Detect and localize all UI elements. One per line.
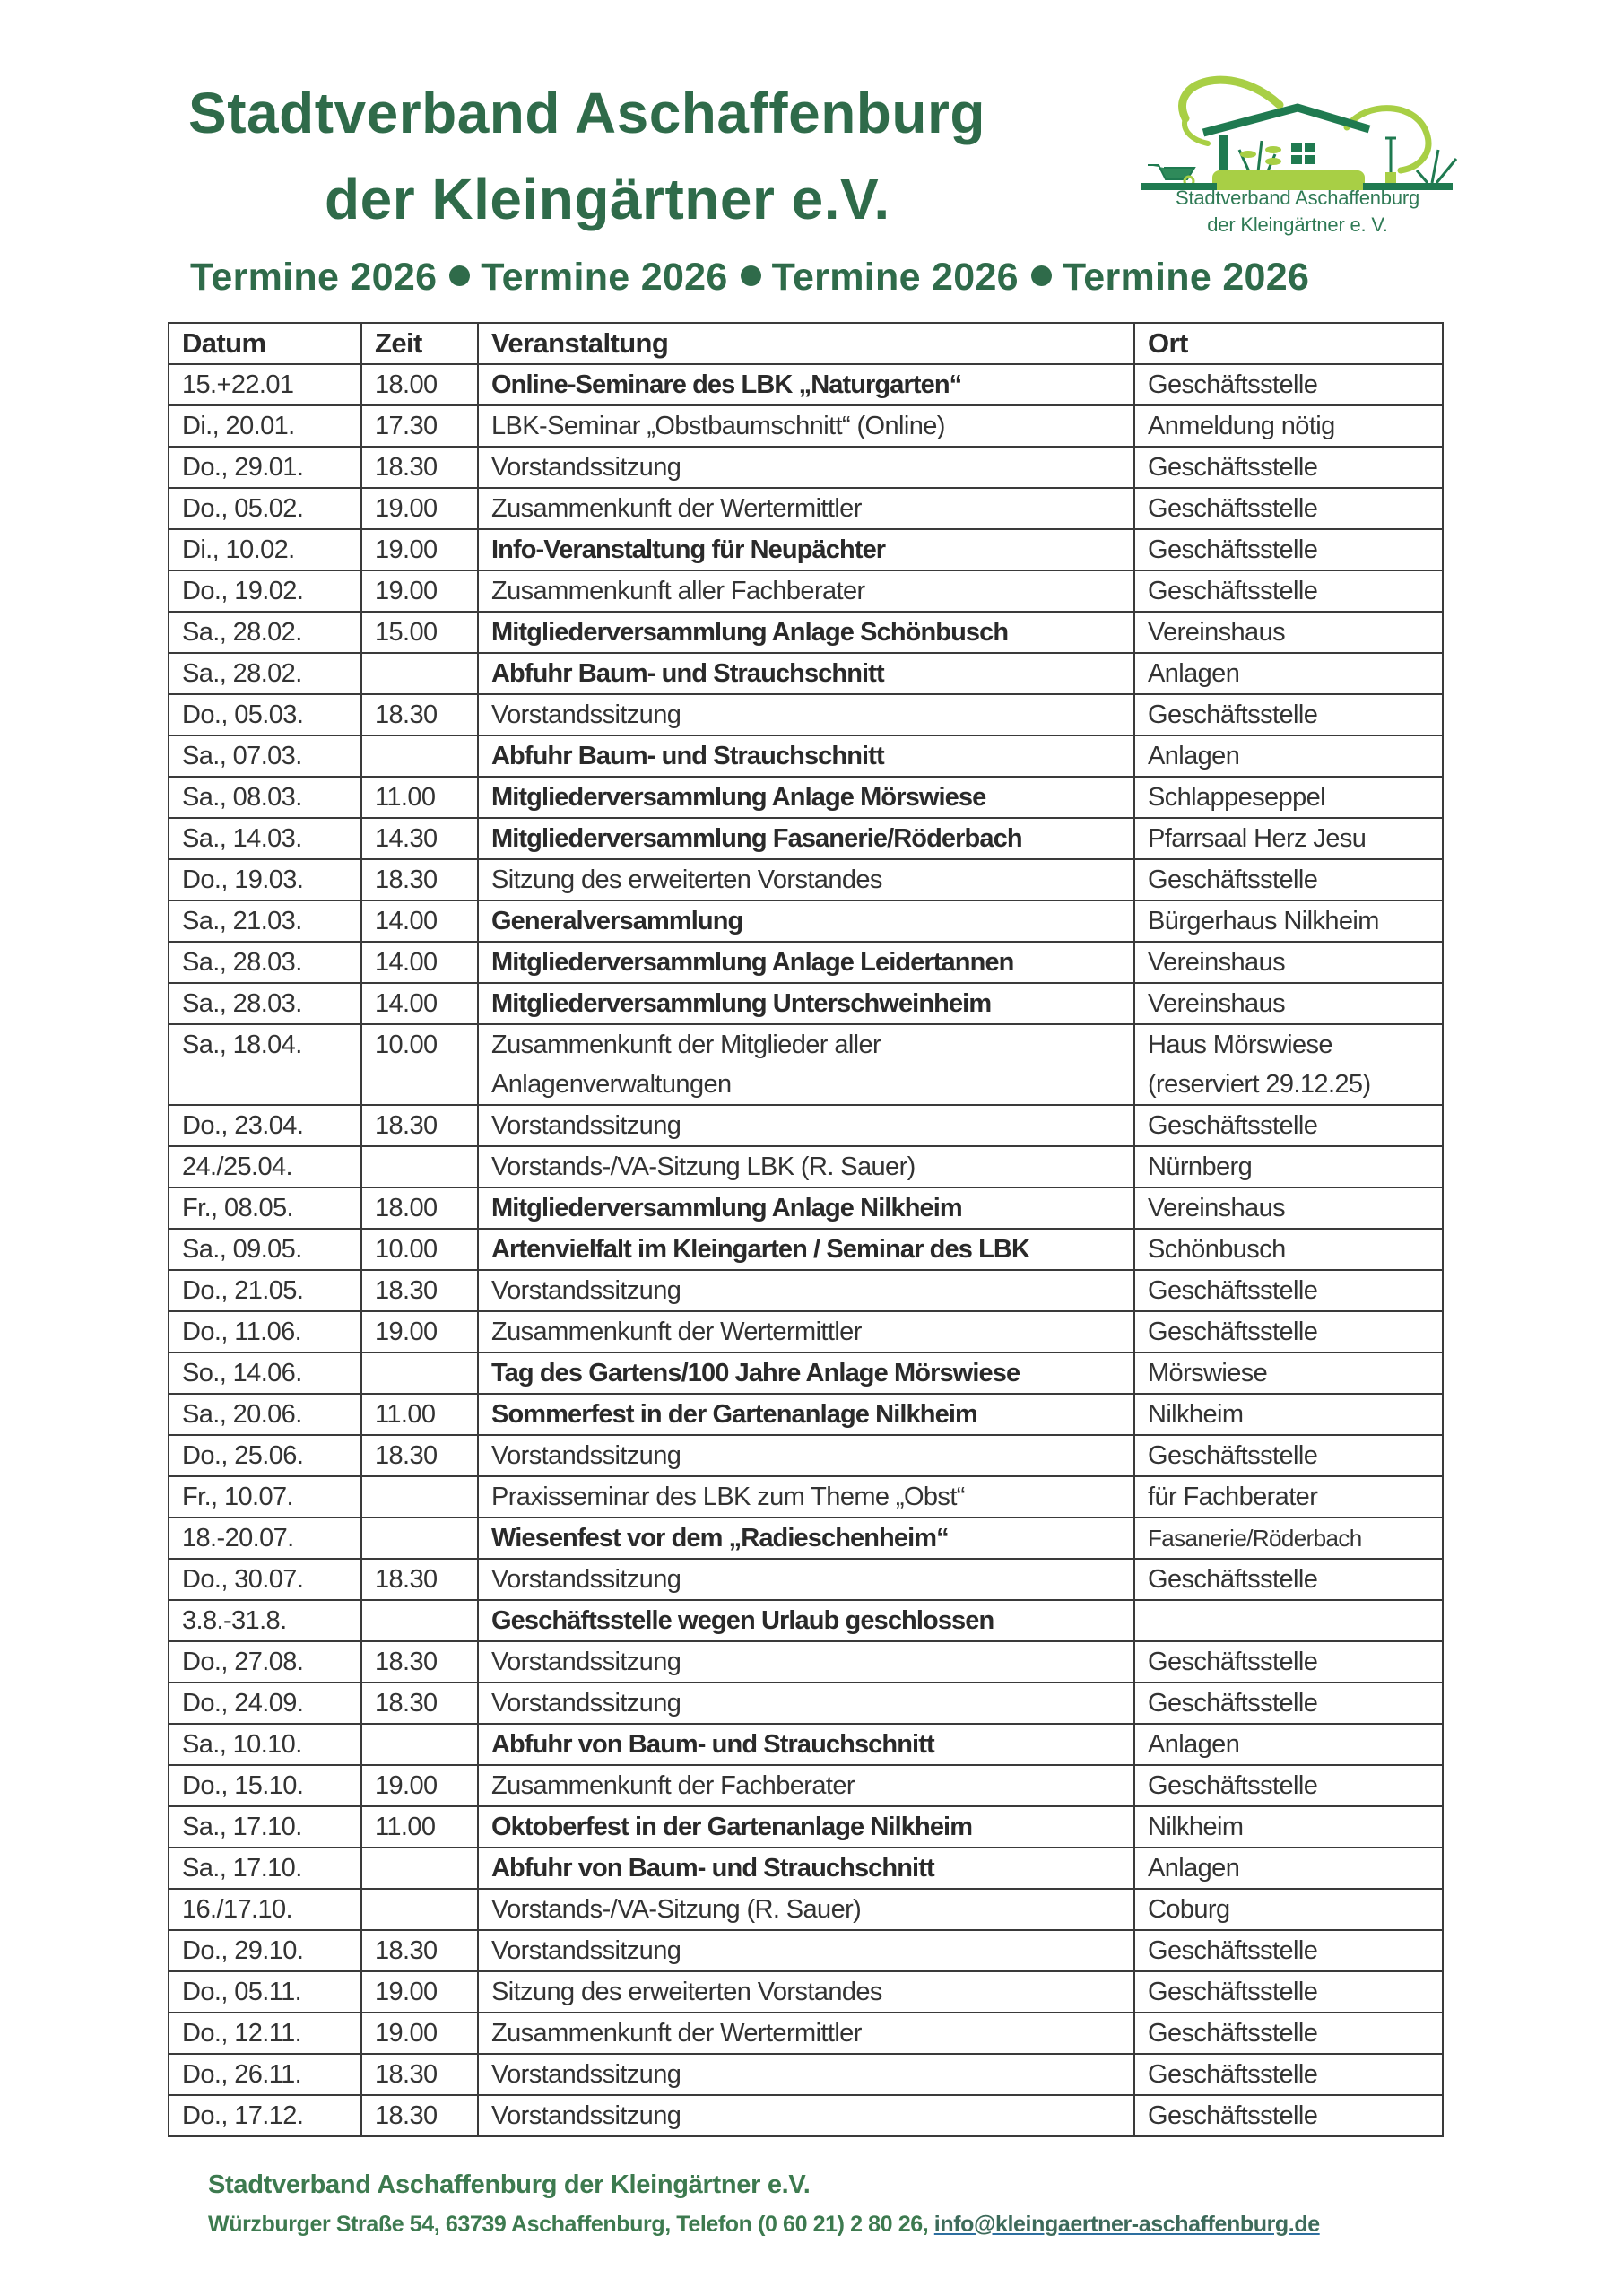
cell-place: Anlagen xyxy=(1134,653,1443,694)
cell-time: 18.30 xyxy=(361,1641,478,1683)
cell-time: 18.30 xyxy=(361,1105,478,1146)
cell-time: 18.30 xyxy=(361,2054,478,2095)
cell-date: Do., 05.11. xyxy=(169,1971,361,2013)
cell-time: 19.00 xyxy=(361,1765,478,1806)
cell-date: Do., 24.09. xyxy=(169,1683,361,1724)
table-row xyxy=(169,942,1443,983)
cell-place: Nürnberg xyxy=(1134,1146,1443,1187)
garden-house-logo-icon xyxy=(1132,65,1463,190)
cell-date: Sa., 18.04. xyxy=(169,1024,361,1105)
cell-date: Sa., 28.02. xyxy=(169,612,361,653)
bullet-dot-icon xyxy=(1031,265,1052,286)
logo-text-line2: der Kleingärtner e. V. xyxy=(1207,213,1388,236)
cell-time: 17.30 xyxy=(361,405,478,447)
column-header-date: Datum xyxy=(169,323,361,364)
footer-contact xyxy=(208,2213,1320,2236)
cell-place: Geschäftsstelle xyxy=(1134,2095,1443,2136)
table-row xyxy=(169,1394,1443,1435)
cell-time: 18.30 xyxy=(361,859,478,900)
table-row xyxy=(169,1518,1443,1559)
cell-date: Do., 17.12. xyxy=(169,2095,361,2136)
cell-place: Anmeldung nötig xyxy=(1134,405,1443,447)
cell-event: Vorstandssitzung xyxy=(478,1559,1134,1600)
cell-place: Anlagen xyxy=(1134,735,1443,777)
cell-date: Di., 10.02. xyxy=(169,529,361,570)
cell-event: Vorstandssitzung xyxy=(478,1270,1134,1311)
cell-event: Sitzung des erweiterten Vorstandes xyxy=(478,1971,1134,2013)
cell-event: Vorstandssitzung xyxy=(478,694,1134,735)
cell-event: Artenvielfalt im Kleingarten / Seminar des LBK xyxy=(478,1229,1134,1270)
cell-time: 19.00 xyxy=(361,1311,478,1352)
cell-date: Do., 23.04. xyxy=(169,1105,361,1146)
cell-time xyxy=(361,735,478,777)
cell-place: für Fachberater xyxy=(1134,1476,1443,1518)
table-row xyxy=(169,1435,1443,1476)
cell-event: Zusammenkunft der Wertermittler xyxy=(478,488,1134,529)
cell-place: Anlagen xyxy=(1134,1724,1443,1765)
cell-place: Geschäftsstelle xyxy=(1134,1105,1443,1146)
cell-place: Schlappeseppel xyxy=(1134,777,1443,818)
cell-date: Sa., 21.03. xyxy=(169,900,361,942)
cell-time: 18.30 xyxy=(361,1270,478,1311)
cell-event: Mitgliederversammlung Anlage Leidertannen xyxy=(478,942,1134,983)
table-row xyxy=(169,2054,1443,2095)
table-row xyxy=(169,1971,1443,2013)
cell-time: 10.00 xyxy=(361,1229,478,1270)
cell-event: Zusammenkunft der Fachberater xyxy=(478,1765,1134,1806)
cell-place: Geschäftsstelle xyxy=(1134,2054,1443,2095)
cell-date: Do., 19.02. xyxy=(169,570,361,612)
table-row xyxy=(169,1641,1443,1683)
cell-event: Vorstandssitzung xyxy=(478,1930,1134,1971)
cell-place: Geschäftsstelle xyxy=(1134,364,1443,405)
cell-event: Vorstandssitzung xyxy=(478,447,1134,488)
cell-time: 14.00 xyxy=(361,942,478,983)
cell-date: Do., 05.02. xyxy=(169,488,361,529)
cell-time: 15.00 xyxy=(361,612,478,653)
cell-place: Coburg xyxy=(1134,1889,1443,1930)
table-row xyxy=(169,1930,1443,1971)
cell-event: Vorstands-/VA-Sitzung LBK (R. Sauer) xyxy=(478,1146,1134,1187)
cell-time xyxy=(361,1146,478,1187)
cell-time xyxy=(361,1848,478,1889)
cell-time: 18.30 xyxy=(361,1435,478,1476)
cell-place: Haus Mörswiese (reserviert 29.12.25) xyxy=(1134,1024,1443,1105)
page-title-line1: Stadtverband Aschaffenburg xyxy=(188,81,985,145)
table-row xyxy=(169,1806,1443,1848)
cell-date: Do., 27.08. xyxy=(169,1641,361,1683)
cell-place: Vereinshaus xyxy=(1134,983,1443,1024)
bullet-dot-icon xyxy=(741,265,761,286)
cell-time: 14.30 xyxy=(361,818,478,859)
cell-date: Sa., 09.05. xyxy=(169,1229,361,1270)
cell-place xyxy=(1134,1600,1443,1641)
cell-date: Do., 30.07. xyxy=(169,1559,361,1600)
cell-event: Vorstandssitzung xyxy=(478,1105,1134,1146)
cell-event: Vorstands-/VA-Sitzung (R. Sauer) xyxy=(478,1889,1134,1930)
footer-address: Würzburger Straße 54, 63739 Aschaffenburg, Telefon (0 60 21) 2 80 26, xyxy=(208,2212,934,2237)
cell-event: Praxisseminar des LBK zum Theme „Obst“ xyxy=(478,1476,1134,1518)
cell-event: Geschäftsstelle wegen Urlaub geschlossen xyxy=(478,1600,1134,1641)
cell-date: So., 14.06. xyxy=(169,1352,361,1394)
cell-event: Mitgliederversammlung Fasanerie/Röderbach xyxy=(478,818,1134,859)
cell-time: 19.00 xyxy=(361,488,478,529)
table-row xyxy=(169,653,1443,694)
table-row xyxy=(169,1311,1443,1352)
table-row xyxy=(169,405,1443,447)
table-row xyxy=(169,364,1443,405)
cell-place: Geschäftsstelle xyxy=(1134,1641,1443,1683)
cell-place: Geschäftsstelle xyxy=(1134,570,1443,612)
table-row xyxy=(169,2095,1443,2136)
cell-time: 18.30 xyxy=(361,447,478,488)
cell-place: Geschäftsstelle xyxy=(1134,1971,1443,2013)
cell-time: 19.00 xyxy=(361,2013,478,2054)
cell-place: Pfarrsaal Herz Jesu xyxy=(1134,818,1443,859)
cell-event: Abfuhr Baum- und Strauchschnitt xyxy=(478,735,1134,777)
cell-date: Fr., 08.05. xyxy=(169,1187,361,1229)
table-row xyxy=(169,1848,1443,1889)
table-row xyxy=(169,612,1443,653)
table-row xyxy=(169,777,1443,818)
cell-date: Sa., 14.03. xyxy=(169,818,361,859)
cell-date: Do., 11.06. xyxy=(169,1311,361,1352)
cell-event: Tag des Gartens/100 Jahre Anlage Mörswiese xyxy=(478,1352,1134,1394)
cell-place: Geschäftsstelle xyxy=(1134,1930,1443,1971)
cell-event: Abfuhr Baum- und Strauchschnitt xyxy=(478,653,1134,694)
cell-time: 19.00 xyxy=(361,570,478,612)
cell-time: 19.00 xyxy=(361,529,478,570)
footer-org-name: Stadtverband Aschaffenburg der Kleingärtner e.V. xyxy=(208,2170,811,2199)
cell-place: Nilkheim xyxy=(1134,1394,1443,1435)
cell-time xyxy=(361,1724,478,1765)
cell-time: 18.30 xyxy=(361,1683,478,1724)
cell-time: 19.00 xyxy=(361,1971,478,2013)
cell-time: 18.30 xyxy=(361,1559,478,1600)
cell-place: Geschäftsstelle xyxy=(1134,1683,1443,1724)
cell-date: 3.8.-31.8. xyxy=(169,1600,361,1641)
cell-event: Zusammenkunft der Wertermittler xyxy=(478,2013,1134,2054)
cell-event: Zusammenkunft aller Fachberater xyxy=(478,570,1134,612)
cell-time xyxy=(361,1352,478,1394)
cell-place: Schönbusch xyxy=(1134,1229,1443,1270)
logo-text-line1: Stadtverband Aschaffenburg xyxy=(1175,187,1420,209)
column-header-place: Ort xyxy=(1134,323,1443,364)
cell-event: Info-Veranstaltung für Neupächter xyxy=(478,529,1134,570)
cell-time: 18.00 xyxy=(361,364,478,405)
cell-time: 11.00 xyxy=(361,1394,478,1435)
cell-date: Sa., 28.03. xyxy=(169,942,361,983)
cell-date: Sa., 07.03. xyxy=(169,735,361,777)
table-row xyxy=(169,1105,1443,1146)
table-row xyxy=(169,570,1443,612)
cell-date: Do., 25.06. xyxy=(169,1435,361,1476)
termine-label: Termine 2026 xyxy=(190,256,438,299)
cell-event: Mitgliederversammlung Anlage Nilkheim xyxy=(478,1187,1134,1229)
cell-event: Zusammenkunft der Mitglieder aller Anlagenverwaltungen xyxy=(478,1024,1134,1105)
table-row xyxy=(169,1724,1443,1765)
table-row xyxy=(169,1889,1443,1930)
cell-date: Do., 12.11. xyxy=(169,2013,361,2054)
cell-date: Do., 19.03. xyxy=(169,859,361,900)
cell-place: Geschäftsstelle xyxy=(1134,1435,1443,1476)
cell-time: 18.00 xyxy=(361,1187,478,1229)
cell-date: Sa., 28.03. xyxy=(169,983,361,1024)
cell-place: Vereinshaus xyxy=(1134,942,1443,983)
cell-date: Sa., 28.02. xyxy=(169,653,361,694)
cell-place: Geschäftsstelle xyxy=(1134,529,1443,570)
cell-event: Sommerfest in der Gartenanlage Nilkheim xyxy=(478,1394,1134,1435)
cell-date: Sa., 17.10. xyxy=(169,1806,361,1848)
cell-date: 16./17.10. xyxy=(169,1889,361,1930)
cell-time: 18.30 xyxy=(361,694,478,735)
cell-event: Vorstandssitzung xyxy=(478,1435,1134,1476)
table-row xyxy=(169,900,1443,942)
column-header-time: Zeit xyxy=(361,323,478,364)
table-row xyxy=(169,488,1443,529)
cell-event: Mitgliederversammlung Anlage Schönbusch xyxy=(478,612,1134,653)
cell-place: Bürgerhaus Nilkheim xyxy=(1134,900,1443,942)
termine-label: Termine 2026 xyxy=(771,256,1019,299)
table-row xyxy=(169,1559,1443,1600)
table-row xyxy=(169,1270,1443,1311)
table-row xyxy=(169,1024,1443,1105)
bullet-dot-icon xyxy=(449,265,470,286)
column-header-event: Veranstaltung xyxy=(478,323,1134,364)
cell-event: Vorstandssitzung xyxy=(478,1641,1134,1683)
cell-date: 18.-20.07. xyxy=(169,1518,361,1559)
cell-date: Di., 20.01. xyxy=(169,405,361,447)
table-row xyxy=(169,1187,1443,1229)
table-row xyxy=(169,1146,1443,1187)
cell-place: Geschäftsstelle xyxy=(1134,694,1443,735)
cell-place: Geschäftsstelle xyxy=(1134,447,1443,488)
cell-place: Geschäftsstelle xyxy=(1134,1311,1443,1352)
cell-event: Abfuhr von Baum- und Strauchschnitt xyxy=(478,1848,1134,1889)
cell-event: Online-Seminare des LBK „Naturgarten“ xyxy=(478,364,1134,405)
table-row xyxy=(169,1352,1443,1394)
termine-label: Termine 2026 xyxy=(1062,256,1310,299)
cell-date: 24./25.04. xyxy=(169,1146,361,1187)
cell-date: Do., 29.10. xyxy=(169,1930,361,1971)
cell-time xyxy=(361,1476,478,1518)
cell-time: 18.30 xyxy=(361,2095,478,2136)
events-table xyxy=(168,322,1444,2137)
cell-place: Geschäftsstelle xyxy=(1134,2013,1443,2054)
footer-email-link[interactable]: info@kleingaertner-aschaffenburg.de xyxy=(933,2212,1320,2237)
table-row xyxy=(169,983,1443,1024)
table-row xyxy=(169,694,1443,735)
cell-time xyxy=(361,1889,478,1930)
cell-event: Generalversammlung xyxy=(478,900,1134,942)
cell-place: Nilkheim xyxy=(1134,1806,1443,1848)
cell-place: Anlagen xyxy=(1134,1848,1443,1889)
table-row xyxy=(169,1229,1443,1270)
cell-place: Geschäftsstelle xyxy=(1134,488,1443,529)
table-row xyxy=(169,529,1443,570)
cell-event: Oktoberfest in der Gartenanlage Nilkheim xyxy=(478,1806,1134,1848)
cell-time xyxy=(361,1600,478,1641)
cell-date: Sa., 10.10. xyxy=(169,1724,361,1765)
cell-place: Mörswiese xyxy=(1134,1352,1443,1394)
table-row xyxy=(169,818,1443,859)
table-row xyxy=(169,447,1443,488)
cell-time: 10.00 xyxy=(361,1024,478,1105)
termine-banner xyxy=(190,258,1309,297)
cell-date: Do., 21.05. xyxy=(169,1270,361,1311)
cell-place: Geschäftsstelle xyxy=(1134,859,1443,900)
cell-date: Fr., 10.07. xyxy=(169,1476,361,1518)
cell-event: Mitgliederversammlung Unterschweinheim xyxy=(478,983,1134,1024)
cell-time: 11.00 xyxy=(361,1806,478,1848)
cell-date: Do., 05.03. xyxy=(169,694,361,735)
cell-event: LBK-Seminar „Obstbaumschnitt“ (Online) xyxy=(478,405,1134,447)
cell-place: Geschäftsstelle xyxy=(1134,1270,1443,1311)
cell-event: Vorstandssitzung xyxy=(478,1683,1134,1724)
cell-place: Geschäftsstelle xyxy=(1134,1765,1443,1806)
table-row xyxy=(169,735,1443,777)
cell-event: Wiesenfest vor dem „Radieschenheim“ xyxy=(478,1518,1134,1559)
table-row xyxy=(169,859,1443,900)
cell-event: Abfuhr von Baum- und Strauchschnitt xyxy=(478,1724,1134,1765)
cell-time: 14.00 xyxy=(361,900,478,942)
cell-time: 18.30 xyxy=(361,1930,478,1971)
table-row xyxy=(169,1683,1443,1724)
cell-place: Geschäftsstelle xyxy=(1134,1559,1443,1600)
page-title-line2: der Kleingärtner e.V. xyxy=(325,167,890,231)
cell-time: 11.00 xyxy=(361,777,478,818)
cell-date: 15.+22.01 xyxy=(169,364,361,405)
cell-event: Vorstandssitzung xyxy=(478,2054,1134,2095)
table-row xyxy=(169,1765,1443,1806)
table-header-row xyxy=(169,323,1443,364)
cell-place: Vereinshaus xyxy=(1134,612,1443,653)
cell-event: Zusammenkunft der Wertermittler xyxy=(478,1311,1134,1352)
table-row xyxy=(169,2013,1443,2054)
cell-event: Sitzung des erweiterten Vorstandes xyxy=(478,859,1134,900)
cell-date: Do., 26.11. xyxy=(169,2054,361,2095)
cell-date: Sa., 20.06. xyxy=(169,1394,361,1435)
cell-date: Do., 29.01. xyxy=(169,447,361,488)
cell-date: Do., 15.10. xyxy=(169,1765,361,1806)
cell-event: Mitgliederversammlung Anlage Mörswiese xyxy=(478,777,1134,818)
cell-place: Fasanerie/Röderbach xyxy=(1134,1518,1443,1559)
cell-time: 14.00 xyxy=(361,983,478,1024)
cell-place: Vereinshaus xyxy=(1134,1187,1443,1229)
termine-label: Termine 2026 xyxy=(481,256,728,299)
cell-time xyxy=(361,653,478,694)
table-row xyxy=(169,1476,1443,1518)
organization-logo xyxy=(1132,65,1463,244)
table-body xyxy=(169,364,1443,2136)
cell-date: Sa., 17.10. xyxy=(169,1848,361,1889)
table-row xyxy=(169,1600,1443,1641)
cell-time xyxy=(361,1518,478,1559)
cell-event: Vorstandssitzung xyxy=(478,2095,1134,2136)
cell-date: Sa., 08.03. xyxy=(169,777,361,818)
